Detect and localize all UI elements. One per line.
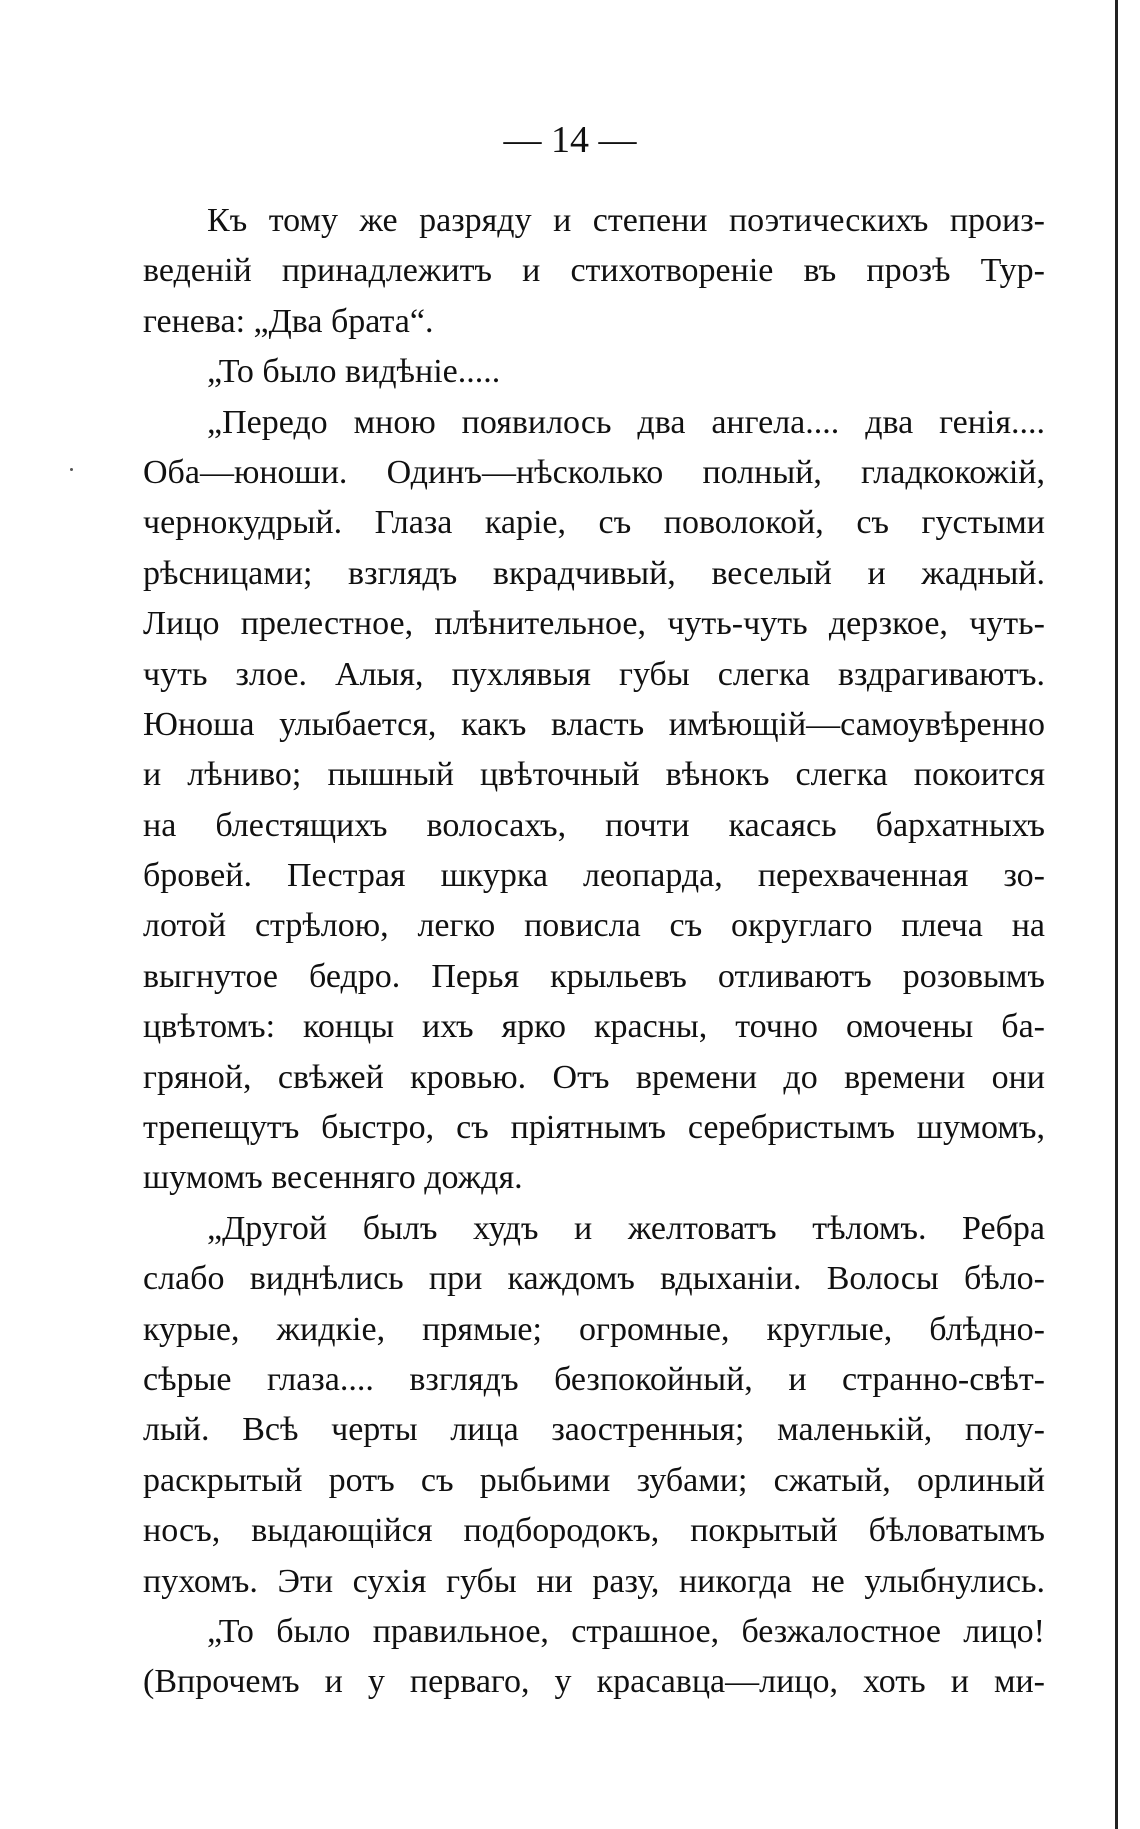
- text-line: слабо виднѣлись при каждомъ вдыханіи. Волосы бѣло-: [143, 1260, 1045, 1298]
- page-edge-rule: [1115, 0, 1118, 1829]
- text-line: бровей. Пестрая шкурка леопарда, перехваченная зо-: [143, 857, 1045, 895]
- text-line: (Впрочемъ и у перваго, у красавца—лицо, хоть и ми-: [143, 1663, 1045, 1701]
- text-line: трепещутъ быстро, съ пріятнымъ серебристымъ шумомъ,: [143, 1109, 1045, 1147]
- text-line: чуть злое. Алыя, пухлявыя губы слегка вздрагиваютъ.: [143, 655, 1045, 693]
- text-line: „Передо мною появилось два ангела.... два генія....: [207, 403, 1045, 441]
- scan-speck: [70, 468, 73, 471]
- text-line: чернокудрый. Глаза каріе, съ поволокой, съ густыми: [143, 504, 1045, 542]
- body-text: [143, 196, 1045, 1708]
- page-number: — 14 —: [503, 119, 637, 161]
- text-line: Къ тому же разряду и степени поэтическихъ произ-: [207, 202, 1045, 239]
- text-line: шумомъ весенняго дождя.: [143, 1159, 523, 1197]
- text-line: Юноша улыбается, какъ власть имѣющій—самоувѣренно: [143, 705, 1045, 743]
- text-line: лотой стрѣлою, легко повисла съ округлаго плеча на: [143, 907, 1045, 945]
- text-line: гряной, свѣжей кровью. Отъ времени до времени они: [143, 1058, 1045, 1096]
- text-line: носъ, выдающійся подбородокъ, покрытый бѣловатымъ: [143, 1512, 1045, 1550]
- text-line: „То было видѣніе.....: [207, 353, 501, 391]
- text-line: и лѣниво; пышный цвѣточный вѣнокъ слегка покоится: [143, 756, 1045, 794]
- text-line: рѣсницами; взглядъ вкрадчивый, веселый и жадный.: [143, 554, 1045, 592]
- text-line: выгнутое бедро. Перья крыльевъ отливаютъ розовымъ: [143, 957, 1045, 995]
- text-line: пухомъ. Эти сухія губы ни разу, никогда не улыбнулись.: [143, 1562, 1045, 1600]
- text-line: Оба—юноши. Одинъ—нѣсколько полный, гладкокожій,: [143, 453, 1045, 491]
- text-line: курые, жидкіе, прямые; огромные, круглые, блѣдно-: [143, 1310, 1045, 1348]
- text-line: лый. Всѣ черты лица заостренныя; маленькій, полу-: [143, 1411, 1045, 1449]
- text-line: Лицо прелестное, плѣнительное, чуть-чуть дерзкое, чуть-: [143, 605, 1045, 643]
- text-line: „То было правильное, страшное, безжалостное лицо!: [207, 1612, 1045, 1650]
- text-line: сѣрые глаза.... взглядъ безпокойный, и странно-свѣт-: [143, 1360, 1045, 1398]
- text-line: цвѣтомъ: концы ихъ ярко красны, точно омочены ба-: [143, 1008, 1045, 1046]
- text-line: „Другой былъ худъ и желтоватъ тѣломъ. Ребра: [207, 1209, 1045, 1247]
- text-line: веденій принадлежитъ и стихотвореніе въ прозѣ Тур-: [143, 252, 1045, 290]
- text-line: раскрытый ротъ съ рыбьими зубами; сжатый, орлиный: [143, 1461, 1045, 1499]
- text-line: на блестящихъ волосахъ, почти касаясь бархатныхъ: [143, 806, 1045, 844]
- text-line: генева: „Два брата“.: [143, 302, 434, 340]
